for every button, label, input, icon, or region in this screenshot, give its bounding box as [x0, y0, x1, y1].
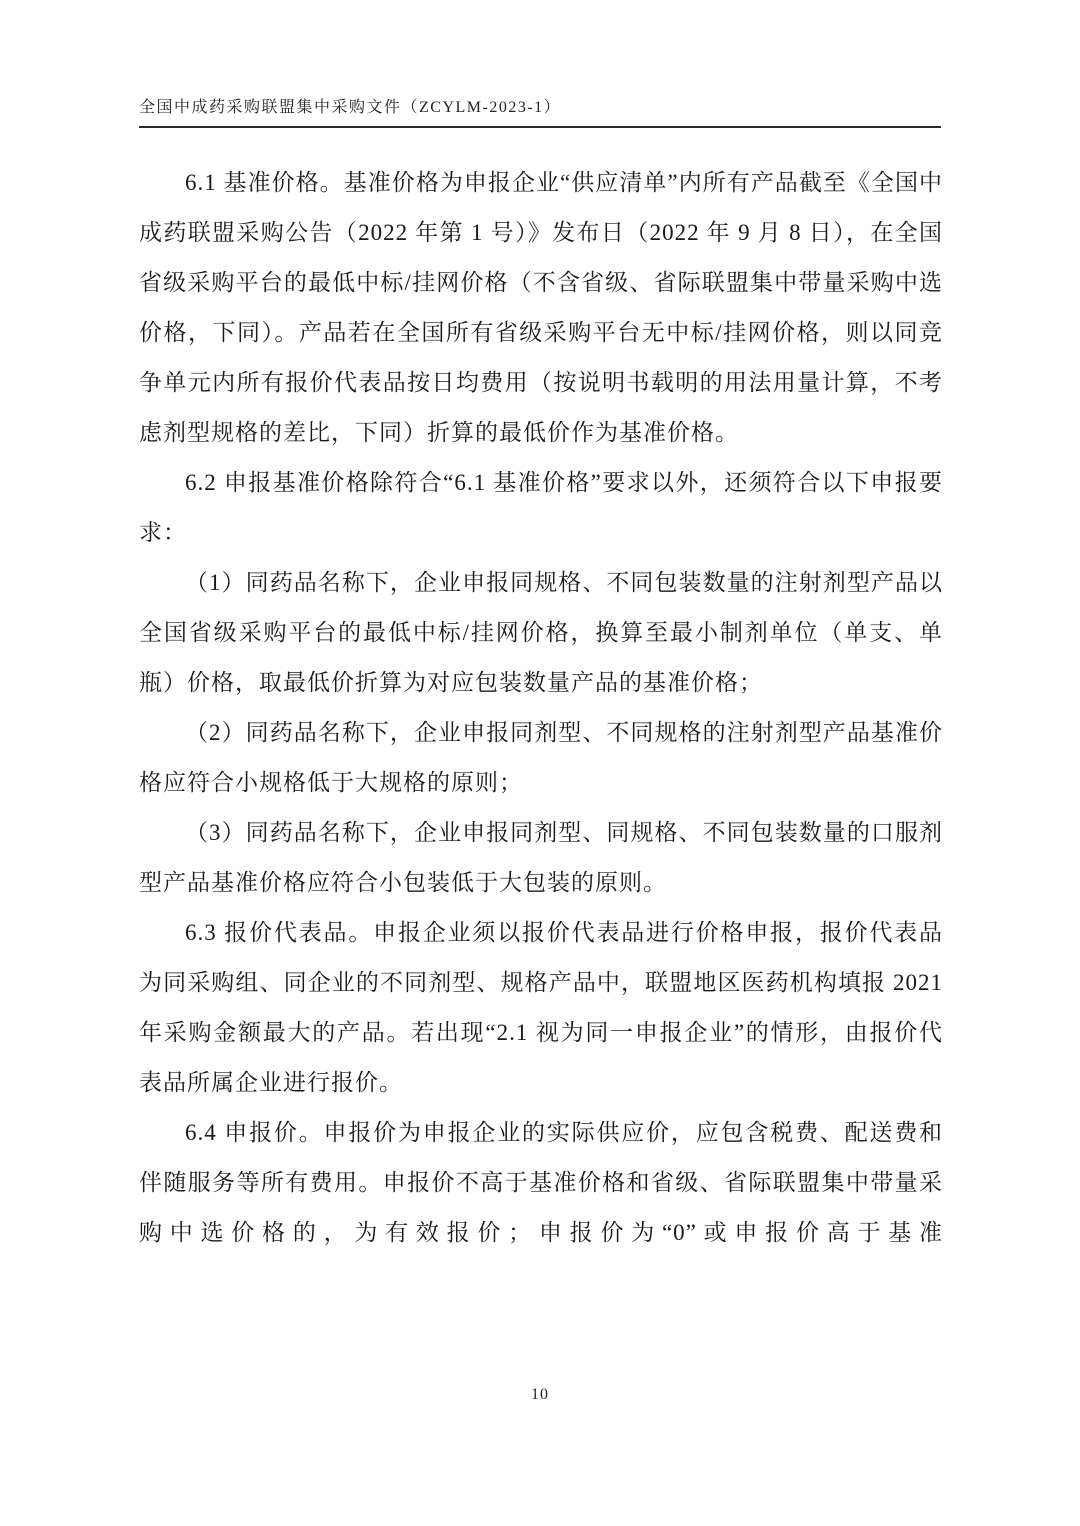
paragraph-6-3-representative-product: 6.3 报价代表品。申报企业须以报价代表品进行价格申报，报价代表品为同采购组、同企业的不同剂型、规格产品中，联盟地区医药机构填报 2021 年采购金额最大的产品。若出现“2.1 视为同一申报企业”的情形，由报价代表品所属企业进行报价。 — [139, 920, 943, 1095]
page-number: 10 — [531, 1386, 549, 1403]
paragraph-item-1: （1）同药品名称下，企业申报同规格、不同包装数量的注射剂型产品以全国省级采购平台的最低中标/挂网价格，换算至最小制剂单位（单支、单瓶）价格，取最低价折算为对应包装数量产品的基准价格； — [139, 570, 943, 695]
paragraph-6-4-declared-price: 6.4 申报价。申报价为申报企业的实际供应价，应包含税费、配送费和伴随服务等所有费用。申报价不高于基准价格和省级、省际联盟集中带量采购中选价格的，为有效报价；申报价为“0”或申报价高于基准 — [139, 1120, 943, 1245]
header-title: 全国中成药采购联盟集中采购文件（ZCYLM-2023-1） — [139, 99, 562, 116]
document-header — [139, 94, 941, 128]
paragraph-6-1-base-price: 6.1 基准价格。基准价格为申报企业“供应清单”内所有产品截至《全国中成药联盟采购公告（2022 年第 1 号）》发布日（2022 年 9 月 8 日），在全国省级采购平台的最低中标/挂网价格（不含省级、省际联盟集中带量采购中选价格，下同）。产品若在全国所有省级采购平台无中标/挂网价格，则以同竞争单元内所有报价代表品按日均费用（按说明书载明的用法用量计算，不考虑剂型规格的差比，下同）折算的最低价作为基准价格。 — [139, 170, 943, 445]
paragraph-6-2-declaration-requirements: 6.2 申报基准价格除符合“6.1 基准价格”要求以外，还须符合以下申报要求： — [139, 470, 943, 545]
paragraph-item-2: （2）同药品名称下，企业申报同剂型、不同规格的注射剂型产品基准价格应符合小规格低于大规格的原则； — [139, 720, 943, 795]
document-body — [139, 158, 943, 1258]
paragraph-item-3: （3）同药品名称下，企业申报同剂型、同规格、不同包装数量的口服剂型产品基准价格应符合小包装低于大包装的原则。 — [139, 820, 943, 895]
page-footer — [0, 1386, 1080, 1404]
header-rule — [139, 126, 941, 128]
